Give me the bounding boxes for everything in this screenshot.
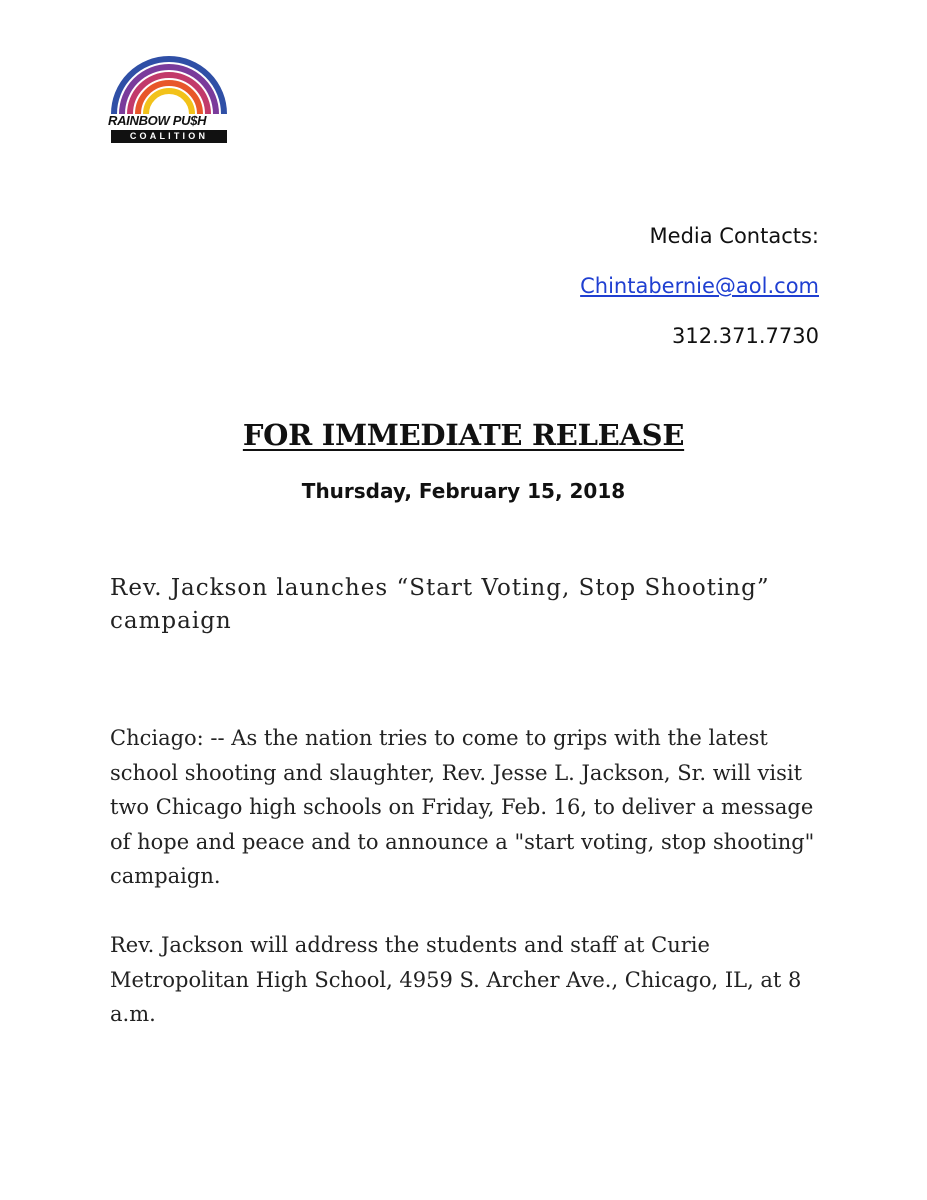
- logo-name: RAINBOW PU$H: [108, 113, 207, 128]
- release-title: FOR IMMEDIATE RELEASE: [242, 418, 685, 452]
- rainbow-push-logo: [108, 56, 230, 148]
- media-contacts-label: Media Contacts:: [649, 224, 819, 248]
- rainbow-arc-yellow: [146, 91, 192, 114]
- headline: Rev. Jackson launches “Start Voting, Stop Shooting” campaign: [110, 575, 770, 634]
- contact-phone: 312.371.7730: [672, 324, 819, 348]
- body-paragraph-1: Chciago: -- As the nation tries to come to grips with the latest school shooting and slaughter, Rev. Jesse L. Jackson, Sr. will visit two Chicago high schools on Friday, Feb. 16, to deliver a message of hope and peace and to announce a "start voting, stop shooting" campaign.: [110, 726, 815, 888]
- rainbow-arcs-icon: [108, 56, 230, 116]
- logo-subtitle: COALITION: [111, 130, 227, 143]
- body-paragraph-2: Rev. Jackson will address the students and staff at Curie Metropolitan High School, 4959 S. Archer Ave., Chicago, IL, at 8 a.m.: [110, 933, 802, 1026]
- media-contacts: [580, 222, 819, 372]
- contact-email-link[interactable]: Chintabernie@aol.com: [580, 274, 819, 298]
- release-date: Thursday, February 15, 2018: [301, 479, 626, 503]
